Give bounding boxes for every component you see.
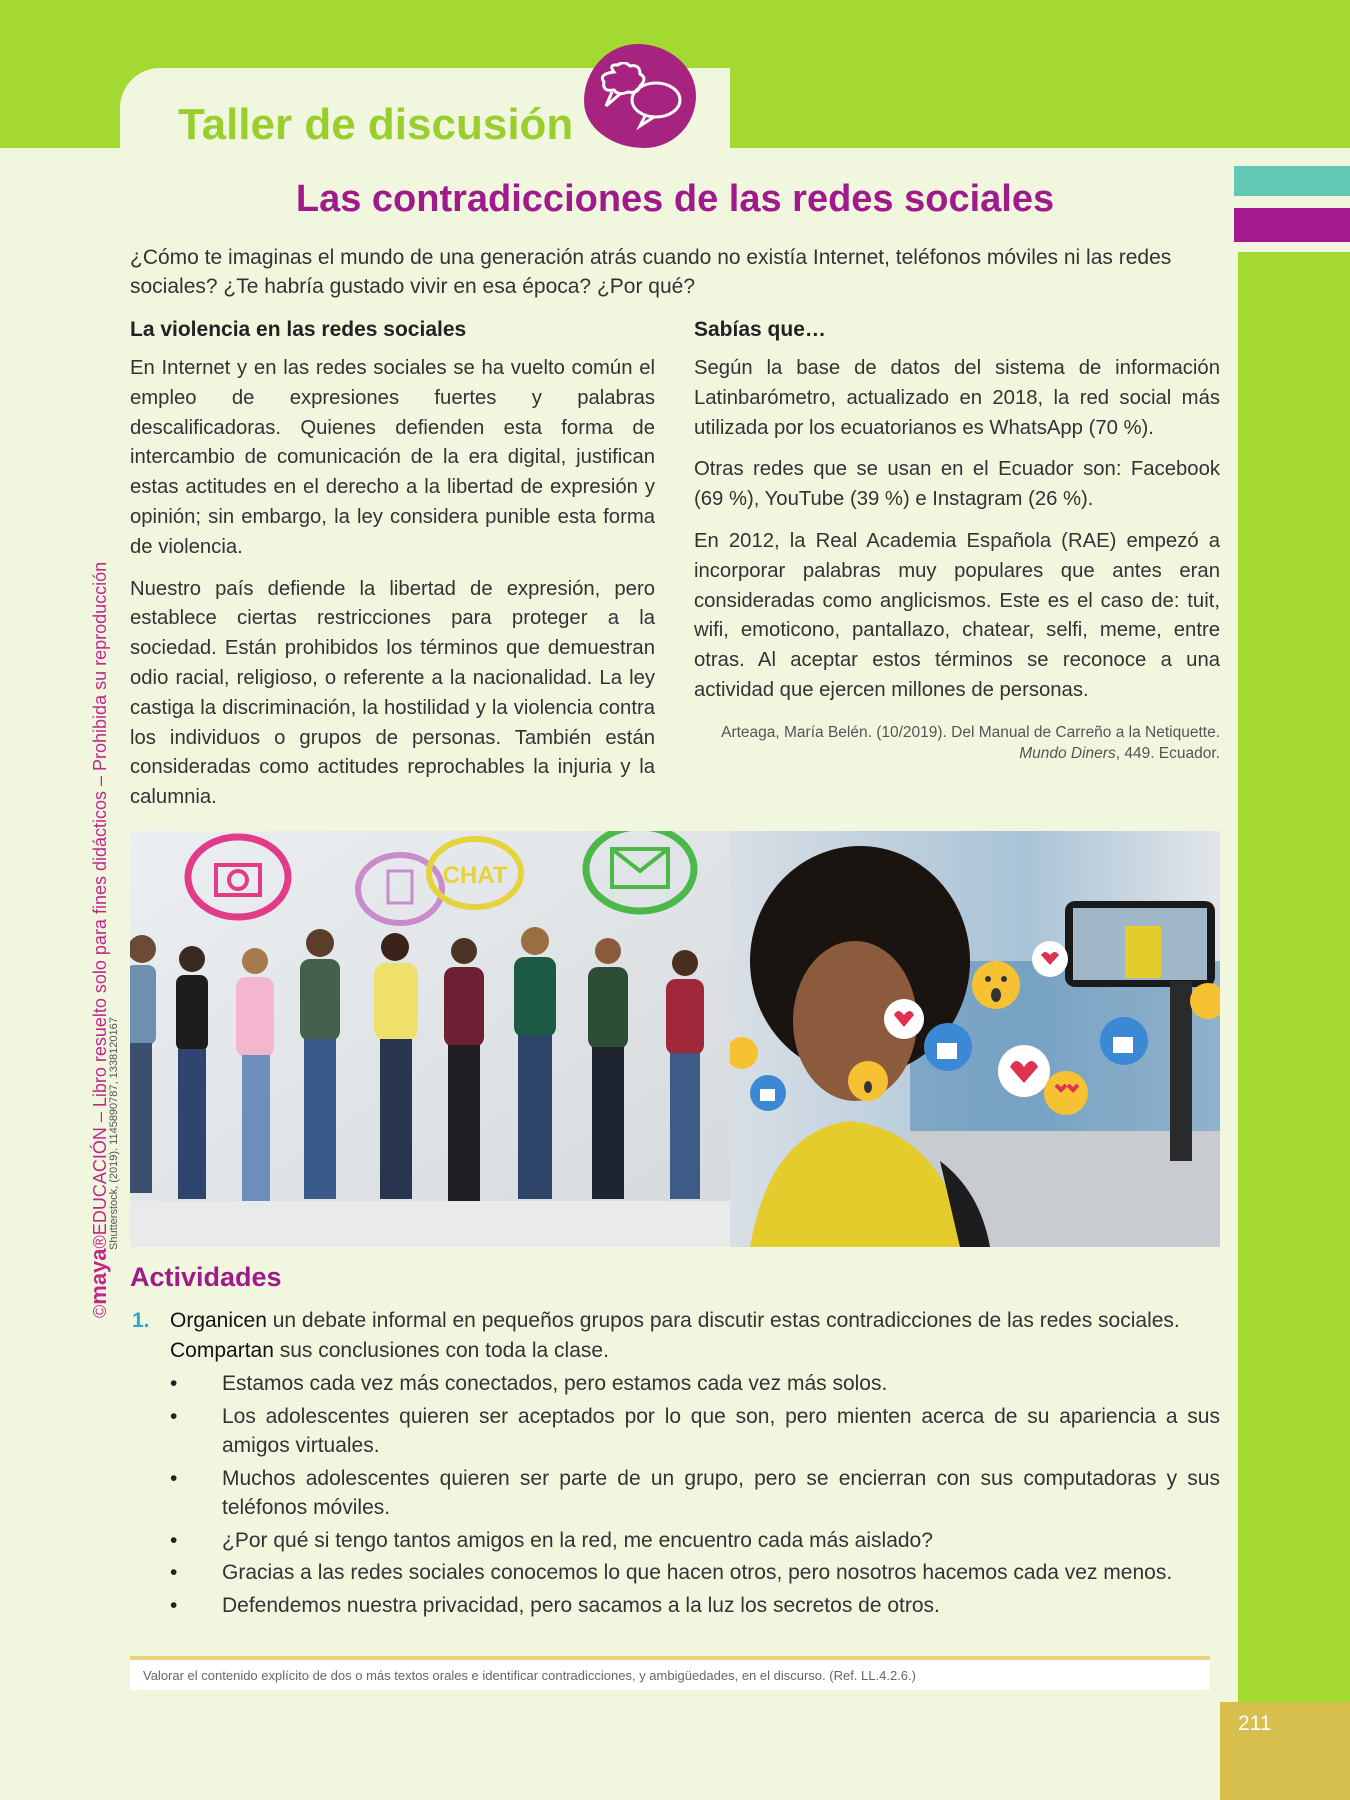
chat-bubble-text: CHAT bbox=[442, 862, 508, 889]
section-badge bbox=[584, 44, 696, 148]
list-item: • Estamos cada vez más conectados, pero estamos cada vez más solos. bbox=[130, 1369, 1220, 1399]
right-paragraph: Otras redes que se usan en el Ecuador son: Facebook (69 %), YouTube (39 %) e Instagram (26 %). bbox=[694, 458, 1220, 511]
activities-list bbox=[130, 1306, 1220, 1623]
right-paragraph: En 2012, la Real Academia Española (RAE) empezó a incorporar palabras muy populares que antes eran consideradas como anglicismos. Este es el caso de: tuit, wifi, emoticono, pantallazo, chatear, selfi, meme, entre otras. Al aceptar estos términos se reconoce a una actividad que ejercen millones de personas. bbox=[694, 529, 1220, 701]
citation-line-2 bbox=[694, 743, 1220, 764]
left-column-heading: La violencia en las redes sociales bbox=[130, 318, 467, 341]
group-phones-photo bbox=[130, 831, 730, 1247]
activity-verb: Organicen bbox=[170, 1309, 267, 1332]
left-paragraph: En Internet y en las redes sociales se ha vuelto común el empleo de expresiones fuertes y palabras descalificadoras. Quienes defienden esta forma de intercambio de comunicación de la era digital, justifican estas actitudes en el derecho a la libertad de expresión y opinión; sin embargo, la ley considera punible esta forma de violencia. bbox=[130, 357, 655, 558]
citation bbox=[694, 722, 1220, 764]
discussion-bullets bbox=[130, 1369, 1220, 1620]
left-paragraph: Nuestro país defiende la libertad de expresión, pero establece ciertas restricciones para proteger a la sociedad. Están prohibidos los términos que demuestran odio racial, religioso, o referente a la nacionalidad. La ley castiga la discriminación, la hostilidad y la violencia contra los individuos o grupos de personas. También están consideradas como actitudes reprochables la injuria y la calumnia. bbox=[130, 577, 655, 809]
registered-mark: ® bbox=[90, 1235, 110, 1249]
activities-title: Actividades bbox=[130, 1262, 282, 1292]
citation-journal: Mundo Diners bbox=[1019, 744, 1116, 762]
right-column bbox=[694, 318, 1220, 764]
activity-item bbox=[130, 1306, 1220, 1365]
left-column bbox=[130, 318, 655, 825]
page-number: 211 bbox=[1238, 1712, 1272, 1735]
section-title: Taller de discusión bbox=[178, 100, 574, 149]
citation-rest: , 449. Ecuador. bbox=[1115, 744, 1220, 762]
main-title: Las contradicciones de las redes sociales bbox=[295, 178, 1055, 220]
teal-accent-bar bbox=[1234, 166, 1350, 196]
right-paragraph: Según la base de datos del sistema de información Latinbarómetro, actualizado en 2018, la red social más utilizada por los ecuatorianos es WhatsApp (70 %). bbox=[694, 357, 1220, 439]
citation-line-1: Arteaga, María Belén. (10/2019). Del Manual de Carreño a la Netiquette. bbox=[721, 723, 1220, 741]
speech-bubbles-icon bbox=[594, 62, 686, 132]
list-item: • Gracias a las redes sociales conocemos lo que hacen otros, pero nosotros hacemos cada vez menos. bbox=[130, 1558, 1220, 1588]
list-item: • Muchos adolescentes quieren ser parte de un grupo, pero se encierran con sus computadoras y sus teléfonos móviles. bbox=[130, 1464, 1220, 1523]
list-item: • Los adolescentes quieren ser aceptados por lo que son, pero mienten acerca de su apariencia a sus amigos virtuales. bbox=[130, 1402, 1220, 1461]
activity-number: 1. bbox=[132, 1309, 150, 1332]
video-recording-photo bbox=[730, 831, 1220, 1247]
photo-credit: Shutterstock, (2019). 1145890787, 1338120167 bbox=[108, 1017, 120, 1250]
right-green-strip bbox=[1238, 252, 1350, 1702]
side-credit-text: EDUCACIÓN – Libro resuelto solo para fines didácticos – Prohibida su reproducción bbox=[90, 561, 110, 1236]
activity-text: sus conclusiones con toda la clase. bbox=[273, 1338, 609, 1362]
activity-verb: Compartan bbox=[170, 1338, 274, 1362]
list-item: • Defendemos nuestra privacidad, pero sacamos a la luz los secretos de otros. bbox=[130, 1591, 1220, 1621]
right-column-heading: Sabías que… bbox=[694, 318, 826, 341]
magenta-accent-bar bbox=[1234, 208, 1350, 242]
skill-reference: Valorar el contenido explícito de dos o más textos orales e identificar contradicciones, y ambigüedades, en el discurso. (Ref. LL.4.2.6.) bbox=[143, 1668, 916, 1683]
activity-text: un debate informal en pequeños grupos para discutir estas contradicciones de las redes sociales. bbox=[266, 1309, 1180, 1332]
list-item: • ¿Por qué si tengo tantos amigos en la red, me encuentro cada más aislado? bbox=[130, 1526, 1220, 1556]
copyright-symbol: © bbox=[90, 1304, 110, 1318]
brand-name: maya bbox=[86, 1248, 111, 1305]
intro-paragraph: ¿Cómo te imaginas el mundo de una generación atrás cuando no existía Internet, teléfonos móviles ni las redes sociales? ¿Te habría gustado vivir en esa época? ¿Por qué? bbox=[130, 246, 1172, 298]
